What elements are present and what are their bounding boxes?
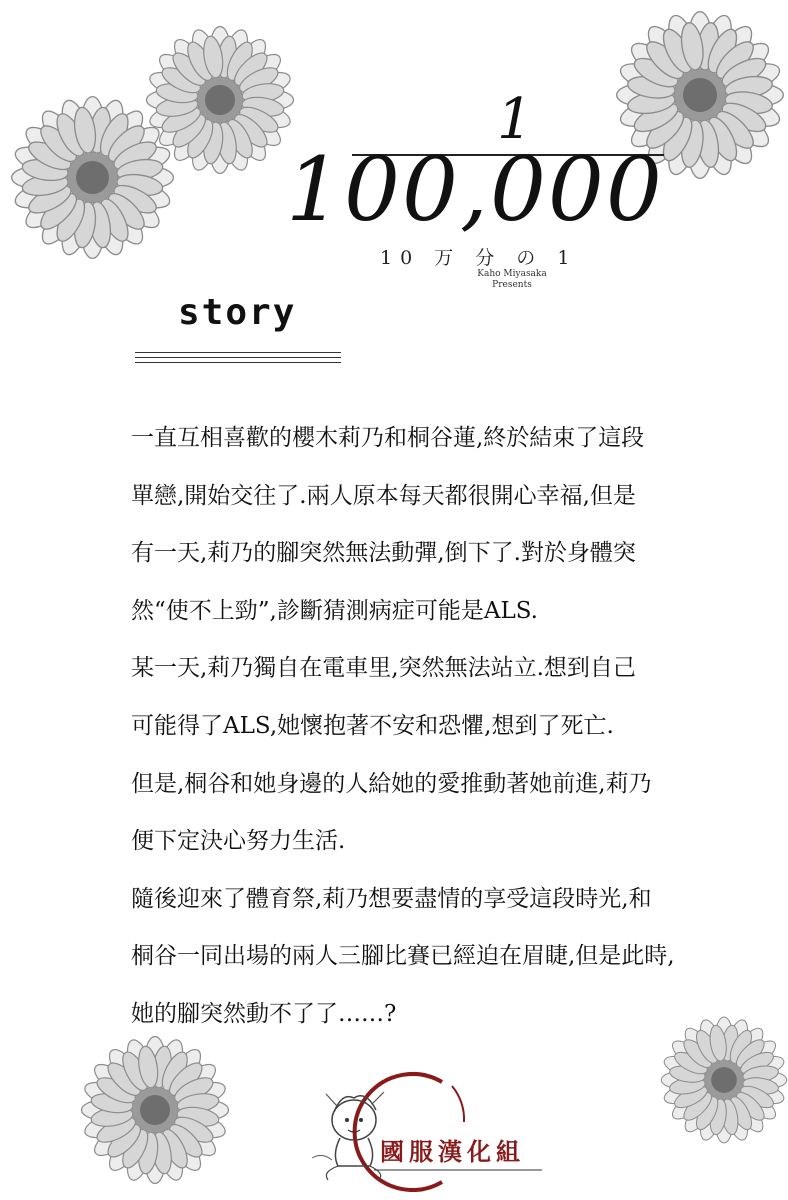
sunflower-icon <box>80 1035 230 1185</box>
story-line: 便下定決心努力生活. <box>131 828 346 855</box>
story-line: 可能得了ALS,她懷抱著不安和恐懼,想到了死亡. <box>131 712 614 739</box>
story-line: 某一天,莉乃獨自在電車里,突然無法站立.想到自己 <box>131 655 636 682</box>
story-body <box>131 410 721 1044</box>
group-logo-text: 國服漢化組 <box>380 1137 525 1166</box>
author-name: Kaho Miyasaka <box>477 269 547 279</box>
cartoon-mascot-icon <box>292 1062 542 1192</box>
story-line: 單戀,開始交往了.兩人原本每天都很開心幸福,但是 <box>131 482 636 509</box>
story-line: 然“使不上勁”,診斷猜測病症可能是ALS. <box>131 597 538 624</box>
author-credit <box>452 269 572 291</box>
story-line: 但是,桐谷和她身邊的人給她的愛推動著她前進,莉乃 <box>131 770 652 797</box>
group-logo <box>292 1062 542 1192</box>
story-heading: story <box>178 292 297 333</box>
story-line: 有一天,莉乃的腳突然無法動彈,倒下了.對於身體突 <box>131 540 636 567</box>
story-line: 她的腳突然動不了了……? <box>131 1000 397 1027</box>
story-underline <box>135 362 341 363</box>
title-denominator: 100,000 <box>286 138 664 241</box>
title-subtitle: 10 万 分 の 1 <box>380 247 578 269</box>
story-line: 一直互相喜歡的櫻木莉乃和桐谷蓮,終於結束了這段 <box>131 425 645 451</box>
author-presents: Presents <box>492 280 532 290</box>
sunflower-icon <box>145 25 295 175</box>
title-numerator: 1 <box>497 87 533 152</box>
story-underline <box>135 352 341 353</box>
story-line: 隨後迎來了體育祭,莉乃想要盡情的享受這段時光,和 <box>131 885 652 912</box>
story-underline <box>135 357 341 358</box>
story-line: 桐谷一同出場的兩人三腳比賽已經迫在眉睫,但是此時, <box>131 943 675 970</box>
